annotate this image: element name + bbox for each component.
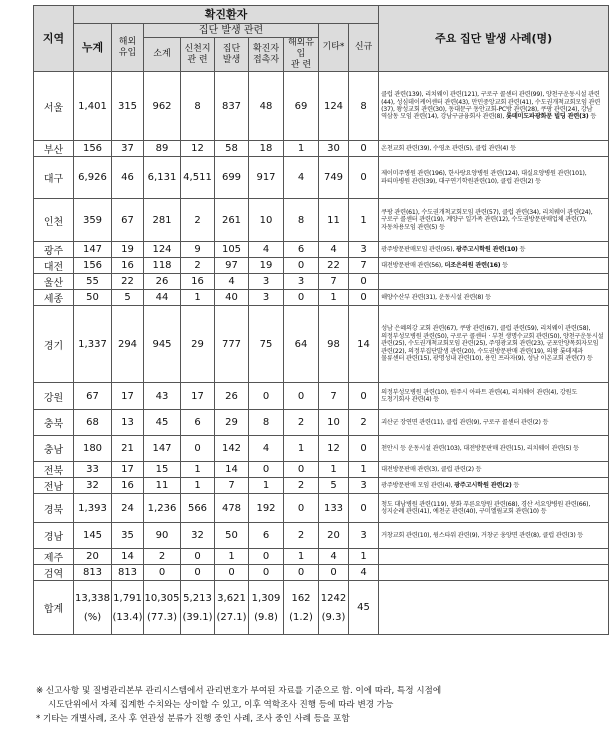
new-cell: 0	[349, 436, 379, 462]
total-cell: 68	[74, 410, 112, 436]
totals-row	[34, 581, 609, 635]
shincheonji-cell: 16	[181, 274, 215, 290]
table-row	[34, 523, 609, 549]
other-cell: 133	[319, 494, 349, 523]
table-row	[34, 290, 609, 306]
contact-cell: 8	[249, 410, 284, 436]
contact-cell: 0	[249, 383, 284, 410]
other-cell: 11	[319, 199, 349, 242]
totals-percent: (13.4)	[112, 611, 143, 623]
region-cell: 강원	[34, 383, 74, 410]
other-cell: 98	[319, 306, 349, 383]
overseas-cell: 294	[112, 306, 144, 383]
totals-total-cell	[74, 581, 112, 635]
cases-text: 의정부성모병원 관련(10), 원주시 아파트 관련(4), 리치웨이 관련(4), 강원도 도청기회사 관련(4) 등	[381, 388, 578, 403]
subtotal-cell: 118	[144, 258, 181, 274]
contact-cell: 0	[249, 565, 284, 581]
total-cell: 67	[74, 383, 112, 410]
cluster-cell: 105	[215, 242, 249, 258]
table-row	[34, 494, 609, 523]
header-new: 신규	[349, 24, 379, 72]
cases-bold-text: 광주고시학원 관련(10)	[456, 245, 518, 253]
cluster-cell: 0	[215, 565, 249, 581]
totals-value: 1,309	[251, 592, 281, 604]
overseas-cell: 5	[112, 290, 144, 306]
overseas-cell: 14	[112, 549, 144, 565]
overseas-cell: 35	[112, 523, 144, 549]
overseas-related-cell: 8	[284, 199, 319, 242]
subtotal-cell: 26	[144, 274, 181, 290]
other-cell: 124	[319, 72, 349, 141]
overseas-related-cell: 64	[284, 306, 319, 383]
header-cases: 주요 집단 발생 사례(명)	[379, 6, 609, 72]
shincheonji-cell: 2	[181, 258, 215, 274]
region-cell: 울산	[34, 274, 74, 290]
total-cell: 1,393	[74, 494, 112, 523]
totals-other-cell	[319, 581, 349, 635]
totals-overseas-related-cell	[284, 581, 319, 635]
overseas-related-cell: 2	[284, 523, 319, 549]
subtotal-cell: 89	[144, 141, 181, 157]
overseas-related-cell: 0	[284, 258, 319, 274]
subtotal-cell: 962	[144, 72, 181, 141]
cluster-cell: 777	[215, 306, 249, 383]
total-cell: 156	[74, 258, 112, 274]
overseas-related-cell: 6	[284, 242, 319, 258]
other-cell: 22	[319, 258, 349, 274]
cases-cell	[379, 274, 609, 290]
total-cell: 145	[74, 523, 112, 549]
subtotal-cell: 124	[144, 242, 181, 258]
region-cell: 세종	[34, 290, 74, 306]
new-cell: 3	[349, 242, 379, 258]
region-cell: 충남	[34, 436, 74, 462]
cases-cell	[379, 478, 609, 494]
cases-text: 대전방문판매 관련(3), 클럽 관련(2) 등	[381, 465, 482, 473]
cases-text: 광주방문판매 모임 관련(4),	[381, 481, 455, 489]
cluster-cell: 1	[215, 549, 249, 565]
total-cell: 20	[74, 549, 112, 565]
totals-value: 3,621	[217, 592, 246, 604]
shincheonji-cell: 2	[181, 199, 215, 242]
cases-text: 거창교회 관련(10), 윙스타워 관련(9), 거창군 웅양면 관련(8), 클럽 관련(3) 등	[381, 531, 584, 539]
region-cell: 대구	[34, 157, 74, 199]
subtotal-cell: 6,131	[144, 157, 181, 199]
totals-overseas-cell	[112, 581, 144, 635]
total-cell: 147	[74, 242, 112, 258]
table-row	[34, 383, 609, 410]
header-shincheonji: 신천지 관 련	[181, 38, 215, 72]
totals-shincheonji-cell	[181, 581, 215, 635]
contact-cell: 19	[249, 258, 284, 274]
cases-text: 해양수산부 관련(31), 운동시설 관련(8) 등	[381, 293, 491, 301]
table-row	[34, 157, 609, 199]
subtotal-cell: 90	[144, 523, 181, 549]
subtotal-cell: 2	[144, 549, 181, 565]
cluster-cell: 26	[215, 383, 249, 410]
subtotal-cell: 44	[144, 290, 181, 306]
contact-cell: 4	[249, 436, 284, 462]
covid-region-table	[33, 5, 609, 635]
other-cell: 1	[319, 290, 349, 306]
cases-cell	[379, 242, 609, 258]
new-cell: 2	[349, 410, 379, 436]
contact-cell: 917	[249, 157, 284, 199]
overseas-cell: 17	[112, 383, 144, 410]
total-cell: 359	[74, 199, 112, 242]
overseas-cell: 19	[112, 242, 144, 258]
shincheonji-cell: 12	[181, 141, 215, 157]
shincheonji-cell: 32	[181, 523, 215, 549]
shincheonji-cell: 566	[181, 494, 215, 523]
overseas-related-cell: 0	[284, 462, 319, 478]
cases-cell	[379, 565, 609, 581]
cases-cell	[379, 549, 609, 565]
overseas-related-cell: 1	[284, 436, 319, 462]
cases-bold-text: 롯데미도파광화문 빌딩 관련(3)	[505, 113, 589, 121]
footnote-3: * 기타는 개별사례, 조사 후 연관성 분류가 진행 중인 사례, 조사 중인 사례 등을 포함	[36, 714, 350, 724]
cases-tail-text: 등	[511, 481, 520, 489]
table-row	[34, 274, 609, 290]
totals-label: 합계	[34, 581, 74, 635]
cluster-cell: 97	[215, 258, 249, 274]
subtotal-cell: 0	[144, 565, 181, 581]
cases-text: 온천교회 관련(39), 수영초 관련(5), 클럽 관련(4) 등	[381, 144, 516, 152]
table-row	[34, 242, 609, 258]
other-cell: 30	[319, 141, 349, 157]
total-cell: 156	[74, 141, 112, 157]
other-cell: 10	[319, 410, 349, 436]
cases-cell	[379, 462, 609, 478]
table-row	[34, 306, 609, 383]
new-cell: 3	[349, 523, 379, 549]
other-cell: 4	[319, 549, 349, 565]
contact-cell: 75	[249, 306, 284, 383]
total-cell: 32	[74, 478, 112, 494]
header-cluster-group: 집단 발생 관련	[144, 24, 319, 38]
contact-cell: 48	[249, 72, 284, 141]
cases-text: 성남 은혜의강 교회 관련(67), 쿠팡 관련(67), 클럽 관련(59), 리치웨이 관련(58), 의정부성모병원 관련(50), 구로구 콜센터 · 부천 생명수교회 관련(50), 양천구운동시설 관련(25), 수도권개척교회모임 관련(25), 주영광교회 관련(23), 군포안양목회자모임 관련(22), 의정부집단발생 관련(20), 수도권방문판매 관련(19), 의왕 롯데제과 물류센터 관련(15), 광명성내 관련(10), 용인 프라자(9), 성남 이온교회 관련(7) 등	[381, 325, 604, 363]
header-total: 누계	[74, 24, 112, 72]
region-cell: 제주	[34, 549, 74, 565]
region-cell: 부산	[34, 141, 74, 157]
region-cell: 인천	[34, 199, 74, 242]
footnotes	[36, 684, 612, 726]
totals-subtotal-cell	[144, 581, 181, 635]
cases-cell	[379, 523, 609, 549]
new-cell: 1	[349, 199, 379, 242]
total-cell: 33	[74, 462, 112, 478]
totals-value: 1,791	[113, 592, 142, 604]
region-cell: 검역	[34, 565, 74, 581]
other-cell: 7	[319, 274, 349, 290]
header-contact: 확진자 접촉자	[249, 38, 284, 72]
total-cell: 1,401	[74, 72, 112, 141]
table-row	[34, 478, 609, 494]
totals-value: 10,305	[144, 592, 180, 604]
overseas-related-cell: 0	[284, 290, 319, 306]
table-body	[34, 72, 609, 635]
total-cell: 50	[74, 290, 112, 306]
other-cell: 20	[319, 523, 349, 549]
other-cell: 12	[319, 436, 349, 462]
new-cell: 0	[349, 290, 379, 306]
subtotal-cell: 45	[144, 410, 181, 436]
totals-value: 13,338	[75, 592, 110, 604]
total-cell: 813	[74, 565, 112, 581]
shincheonji-cell: 17	[181, 383, 215, 410]
overseas-cell: 67	[112, 199, 144, 242]
cases-cell	[379, 141, 609, 157]
cases-cell	[379, 436, 609, 462]
overseas-cell: 17	[112, 462, 144, 478]
cluster-cell: 699	[215, 157, 249, 199]
cases-bold-text: 더조은의원 관련(16)	[444, 261, 501, 269]
new-cell: 8	[349, 72, 379, 141]
cases-tail-text: 등	[588, 113, 597, 121]
shincheonji-cell: 29	[181, 306, 215, 383]
cases-text: 광주방문판매모임 관련(95),	[381, 245, 457, 253]
subtotal-cell: 11	[144, 478, 181, 494]
overseas-cell: 21	[112, 436, 144, 462]
subtotal-cell: 1,236	[144, 494, 181, 523]
overseas-related-cell: 1	[284, 141, 319, 157]
overseas-related-cell: 2	[284, 478, 319, 494]
new-cell: 4	[349, 565, 379, 581]
cases-tail-text: 등	[500, 261, 508, 269]
cluster-cell: 50	[215, 523, 249, 549]
cases-cell	[379, 72, 609, 141]
region-cell: 전남	[34, 478, 74, 494]
subtotal-cell: 15	[144, 462, 181, 478]
new-cell: 1	[349, 462, 379, 478]
cases-cell	[379, 199, 609, 242]
new-cell: 14	[349, 306, 379, 383]
region-cell: 광주	[34, 242, 74, 258]
cluster-cell: 14	[215, 462, 249, 478]
table-row	[34, 410, 609, 436]
other-cell: 1	[319, 462, 349, 478]
overseas-related-cell: 4	[284, 157, 319, 199]
other-cell: 0	[319, 565, 349, 581]
table-row	[34, 141, 609, 157]
header-overseas-related: 해외유입 관 련	[284, 38, 319, 72]
shincheonji-cell: 0	[181, 436, 215, 462]
new-cell: 7	[349, 258, 379, 274]
table-row	[34, 199, 609, 242]
shincheonji-cell: 0	[181, 549, 215, 565]
contact-cell: 3	[249, 290, 284, 306]
overseas-cell: 24	[112, 494, 144, 523]
cluster-cell: 837	[215, 72, 249, 141]
region-cell: 서울	[34, 72, 74, 141]
totals-value: 5,213	[183, 592, 212, 604]
shincheonji-cell: 0	[181, 565, 215, 581]
cases-cell	[379, 306, 609, 383]
shincheonji-cell: 1	[181, 462, 215, 478]
overseas-cell: 16	[112, 258, 144, 274]
cluster-cell: 4	[215, 274, 249, 290]
cases-text: 대전방문판매 관련(56),	[381, 261, 445, 269]
contact-cell: 0	[249, 462, 284, 478]
totals-new-cell	[349, 581, 379, 635]
total-cell: 180	[74, 436, 112, 462]
contact-cell: 4	[249, 242, 284, 258]
contact-cell: 6	[249, 523, 284, 549]
header-overseas: 해외 유입	[112, 24, 144, 72]
header-region: 지역	[34, 6, 74, 72]
subtotal-cell: 147	[144, 436, 181, 462]
contact-cell: 18	[249, 141, 284, 157]
footnote-1: ※ 신고사항 및 질병관리본부 관리시스템에서 관리번호가 부여된 자료를 기준으로 함. 이에 따라, 특정 시점에	[36, 686, 442, 696]
contact-cell: 1	[249, 478, 284, 494]
shincheonji-cell: 9	[181, 242, 215, 258]
contact-cell: 3	[249, 274, 284, 290]
cases-text: 괴산군 장연면 관련(11), 클럽 관련(9), 구로구 콜센터 관련(2) 등	[381, 418, 549, 426]
shincheonji-cell: 6	[181, 410, 215, 436]
totals-value: 162	[291, 592, 311, 604]
region-cell: 경기	[34, 306, 74, 383]
new-cell: 3	[349, 478, 379, 494]
contact-cell: 0	[249, 549, 284, 565]
header-other: 기타*	[319, 24, 349, 72]
totals-percent: (39.1)	[182, 611, 213, 623]
total-cell: 6,926	[74, 157, 112, 199]
overseas-related-cell: 1	[284, 549, 319, 565]
overseas-related-cell: 0	[284, 565, 319, 581]
total-cell: 1,337	[74, 306, 112, 383]
shincheonji-cell: 1	[181, 478, 215, 494]
table-row	[34, 258, 609, 274]
region-cell: 대전	[34, 258, 74, 274]
overseas-cell: 16	[112, 478, 144, 494]
cases-cell	[379, 157, 609, 199]
totals-percent: (%)	[83, 611, 102, 623]
contact-cell: 10	[249, 199, 284, 242]
table-row	[34, 549, 609, 565]
table-row	[34, 565, 609, 581]
subtotal-cell: 43	[144, 383, 181, 410]
other-cell: 749	[319, 157, 349, 199]
overseas-related-cell: 3	[284, 274, 319, 290]
subtotal-cell: 281	[144, 199, 181, 242]
header-subtotal: 소계	[144, 38, 181, 72]
totals-contact-cell	[249, 581, 284, 635]
cases-cell	[379, 258, 609, 274]
totals-cases-cell	[379, 581, 609, 635]
overseas-related-cell: 0	[284, 383, 319, 410]
subtotal-cell: 945	[144, 306, 181, 383]
overseas-cell: 13	[112, 410, 144, 436]
cases-text: 쿠팡 관련(61), 수도권개척교회모임 관련(57), 클럽 관련(34), 리치웨이 관련(24), 구로구 콜센터 관련(19), 계양구 일가족 관련(12), 수도권방문판매업체 관련(7), 자동차용모임 관련(5) 등	[381, 208, 593, 231]
cases-cell	[379, 290, 609, 306]
shincheonji-cell: 8	[181, 72, 215, 141]
new-cell: 0	[349, 383, 379, 410]
other-cell: 7	[319, 383, 349, 410]
cases-cell	[379, 494, 609, 523]
totals-cluster-cell	[215, 581, 249, 635]
cases-text: 클럽 관련(139), 리치웨이 관련(121), 구로구 콜센터 관련(99), 양천구운동시설 관련(44), 성심데이케어센터 관련(43), 만민중앙교회 관련(41), 수도권개척교회모임 관련(37), 왕성교회 관련(30), 동대문구 동안교회-PC방 관련(28), 쿠팡 관련(24), 강남 역삼동 모임 관련(14), 강남구금융회사 관련(8),	[381, 91, 601, 121]
region-cell: 경북	[34, 494, 74, 523]
total-cell: 55	[74, 274, 112, 290]
cases-bold-text: 광주고시학원 관련(2)	[454, 481, 512, 489]
shincheonji-cell: 4,511	[181, 157, 215, 199]
totals-percent: (1.2)	[289, 611, 313, 623]
overseas-cell: 46	[112, 157, 144, 199]
cases-cell	[379, 410, 609, 436]
totals-percent: (9.3)	[321, 611, 346, 623]
cluster-cell: 261	[215, 199, 249, 242]
contact-cell: 192	[249, 494, 284, 523]
cases-cell	[379, 383, 609, 410]
totals-value: 1242	[320, 592, 347, 604]
cases-tail-text: 등	[517, 245, 526, 253]
region-cell: 전북	[34, 462, 74, 478]
other-cell: 4	[319, 242, 349, 258]
overseas-related-cell: 2	[284, 410, 319, 436]
other-cell: 5	[319, 478, 349, 494]
overseas-cell: 813	[112, 565, 144, 581]
cases-text: 제이미주병원 관련(196), 한사랑요양병원 관련(124), 대실요양병원 관련(101), 파티마병원 관련(39), 대구연기학원관련(10), 클럽 관련(2) 등	[381, 170, 587, 185]
overseas-cell: 315	[112, 72, 144, 141]
totals-percent: (9.8)	[254, 611, 278, 623]
new-cell: 0	[349, 157, 379, 199]
region-cell: 충북	[34, 410, 74, 436]
header-confirmed: 확진환자	[74, 6, 379, 24]
totals-value: 45	[357, 602, 370, 613]
overseas-related-cell: 69	[284, 72, 319, 141]
new-cell: 1	[349, 549, 379, 565]
footnote-2: 시도단위에서 자체 집계한 수치와는 상이할 수 있고, 이후 역학조사 진행 등에 따라 변경 가능	[48, 700, 394, 710]
cases-text: 천안시 등 운동시설 관련(103), 대전방문판매 관련(15), 리치웨이 관련(5) 등	[381, 444, 579, 452]
table-row	[34, 72, 609, 141]
overseas-cell: 37	[112, 141, 144, 157]
region-cell: 경남	[34, 523, 74, 549]
totals-percent: (77.3)	[146, 611, 178, 623]
cases-text: 청도 대남병원 관련(119), 봉화 푸른요양원 관련(68), 경산 서요양병원 관련(66), 성지순례 관련(41), 예천군 관련(40), 구미엘림교회 관련(10) 등	[381, 500, 591, 515]
shincheonji-cell: 1	[181, 290, 215, 306]
table-row	[34, 462, 609, 478]
cluster-cell: 7	[215, 478, 249, 494]
cluster-cell: 29	[215, 410, 249, 436]
cluster-cell: 40	[215, 290, 249, 306]
cluster-cell: 478	[215, 494, 249, 523]
overseas-cell: 22	[112, 274, 144, 290]
header-cluster-outbreak: 집단 발생	[215, 38, 249, 72]
cluster-cell: 58	[215, 141, 249, 157]
table-row	[34, 436, 609, 462]
new-cell: 0	[349, 494, 379, 523]
cluster-cell: 142	[215, 436, 249, 462]
overseas-related-cell: 0	[284, 494, 319, 523]
new-cell: 0	[349, 274, 379, 290]
totals-percent: (27.1)	[216, 611, 247, 623]
new-cell: 0	[349, 141, 379, 157]
